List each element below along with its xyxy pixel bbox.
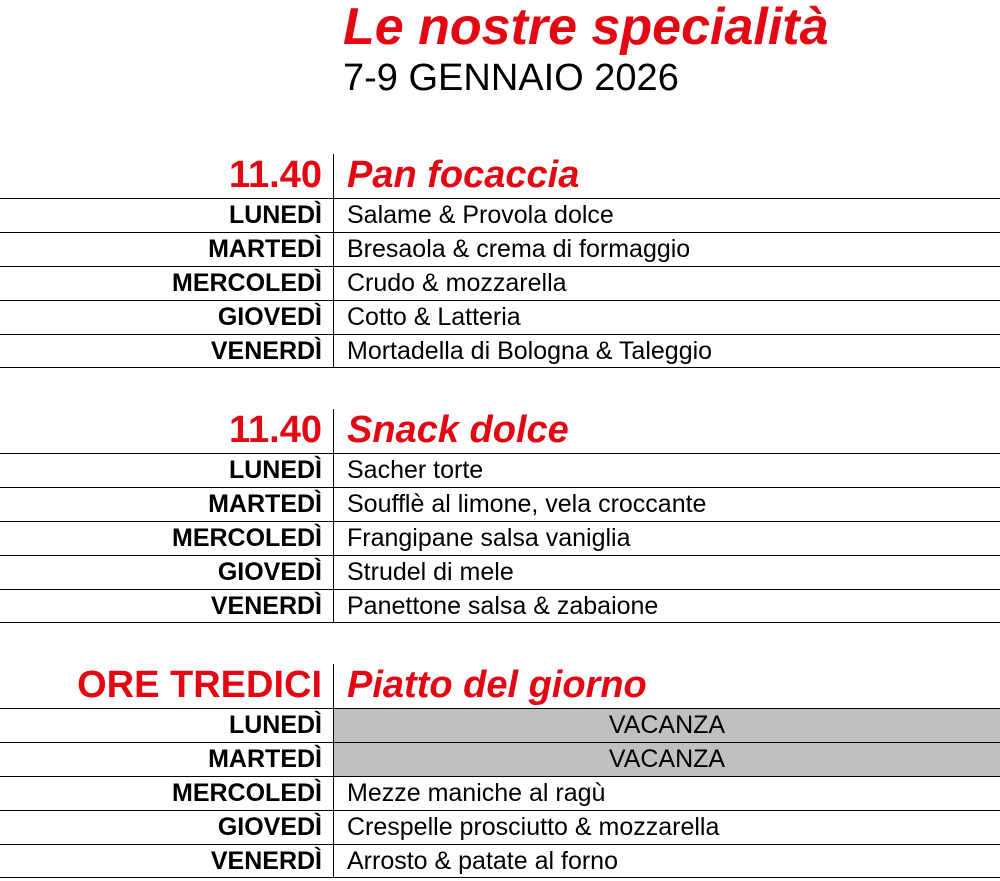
section-header [0, 150, 1000, 198]
section-time: 11.40 [229, 154, 322, 196]
day-label: LUNEDÌ [228, 456, 322, 484]
column-divider [333, 590, 334, 622]
menu-row-holiday [0, 742, 1000, 776]
menu-row [0, 589, 1000, 623]
day-label: GIOVEDÌ [217, 558, 322, 586]
dish-text: Mezze maniche al ragù [347, 779, 606, 807]
menu-row [0, 487, 1000, 521]
menu-row [0, 453, 1000, 487]
day-label: MERCOLEDÌ [172, 779, 322, 807]
column-divider [333, 777, 334, 810]
date-range: 7-9 GENNAIO 2026 [343, 57, 679, 99]
day-label: VENERDÌ [210, 847, 322, 875]
menu-row [0, 334, 1000, 368]
day-label: VENERDÌ [210, 592, 322, 620]
dish-text: Crespelle prosciutto & mozzarella [347, 813, 720, 841]
day-label: GIOVEDÌ [217, 303, 322, 331]
menu-row [0, 810, 1000, 844]
day-label: GIOVEDÌ [217, 813, 322, 841]
dish-text: Sacher torte [347, 456, 484, 484]
day-label: LUNEDÌ [228, 711, 322, 739]
column-divider [333, 845, 334, 877]
day-label: VENERDÌ [210, 337, 322, 365]
column-divider [333, 811, 334, 844]
section-name: Piatto del giorno [347, 664, 647, 706]
column-divider [333, 522, 334, 555]
section-piatto-del-giorno [0, 660, 1000, 878]
column-divider [333, 154, 334, 198]
menu-row [0, 776, 1000, 810]
dish-text: Crudo & mozzarella [347, 269, 567, 297]
day-label: LUNEDÌ [228, 201, 322, 229]
dish-text: Strudel di mele [347, 558, 514, 586]
day-label: MERCOLEDÌ [172, 269, 322, 297]
dish-text: VACANZA [608, 745, 726, 773]
menu-row [0, 232, 1000, 266]
menu-row [0, 555, 1000, 589]
dish-text: Salame & Provola dolce [347, 201, 614, 229]
column-divider [333, 664, 334, 708]
column-divider [333, 454, 334, 487]
menu-row-holiday [0, 708, 1000, 742]
day-label: MARTEDÌ [208, 745, 322, 773]
menu-row [0, 198, 1000, 232]
section-header [0, 660, 1000, 708]
dish-text: Panettone salsa & zabaione [347, 592, 659, 620]
dish-text: Mortadella di Bologna & Taleggio [347, 337, 713, 365]
section-time: 11.40 [229, 409, 322, 451]
day-label: MARTEDÌ [208, 235, 322, 263]
column-divider [333, 267, 334, 300]
menu-row [0, 844, 1000, 878]
column-divider [333, 335, 334, 367]
section-header [0, 405, 1000, 453]
column-divider [333, 488, 334, 521]
menu-row [0, 266, 1000, 300]
dish-text: Cotto & Latteria [347, 303, 521, 331]
dish-text: VACANZA [608, 711, 726, 739]
section-pan-focaccia [0, 150, 1000, 368]
day-label: MERCOLEDÌ [172, 524, 322, 552]
dish-text: Bresaola & crema di formaggio [347, 235, 691, 263]
section-name: Snack dolce [347, 409, 569, 451]
column-divider [333, 409, 334, 453]
column-divider [333, 301, 334, 334]
dish-text: Frangipane salsa vaniglia [347, 524, 631, 552]
day-label: MARTEDÌ [208, 490, 322, 518]
section-name: Pan focaccia [347, 154, 580, 196]
dish-text: Arrosto & patate al forno [347, 847, 618, 875]
column-divider [333, 556, 334, 589]
column-divider [333, 233, 334, 266]
dish-text: Soufflè al limone, vela croccante [347, 490, 707, 518]
section-time: ORE TREDICI [77, 664, 322, 706]
menu-row [0, 521, 1000, 555]
menu-row [0, 300, 1000, 334]
page-title: Le nostre specialità [343, 0, 829, 56]
column-divider [333, 199, 334, 232]
section-snack-dolce [0, 405, 1000, 623]
